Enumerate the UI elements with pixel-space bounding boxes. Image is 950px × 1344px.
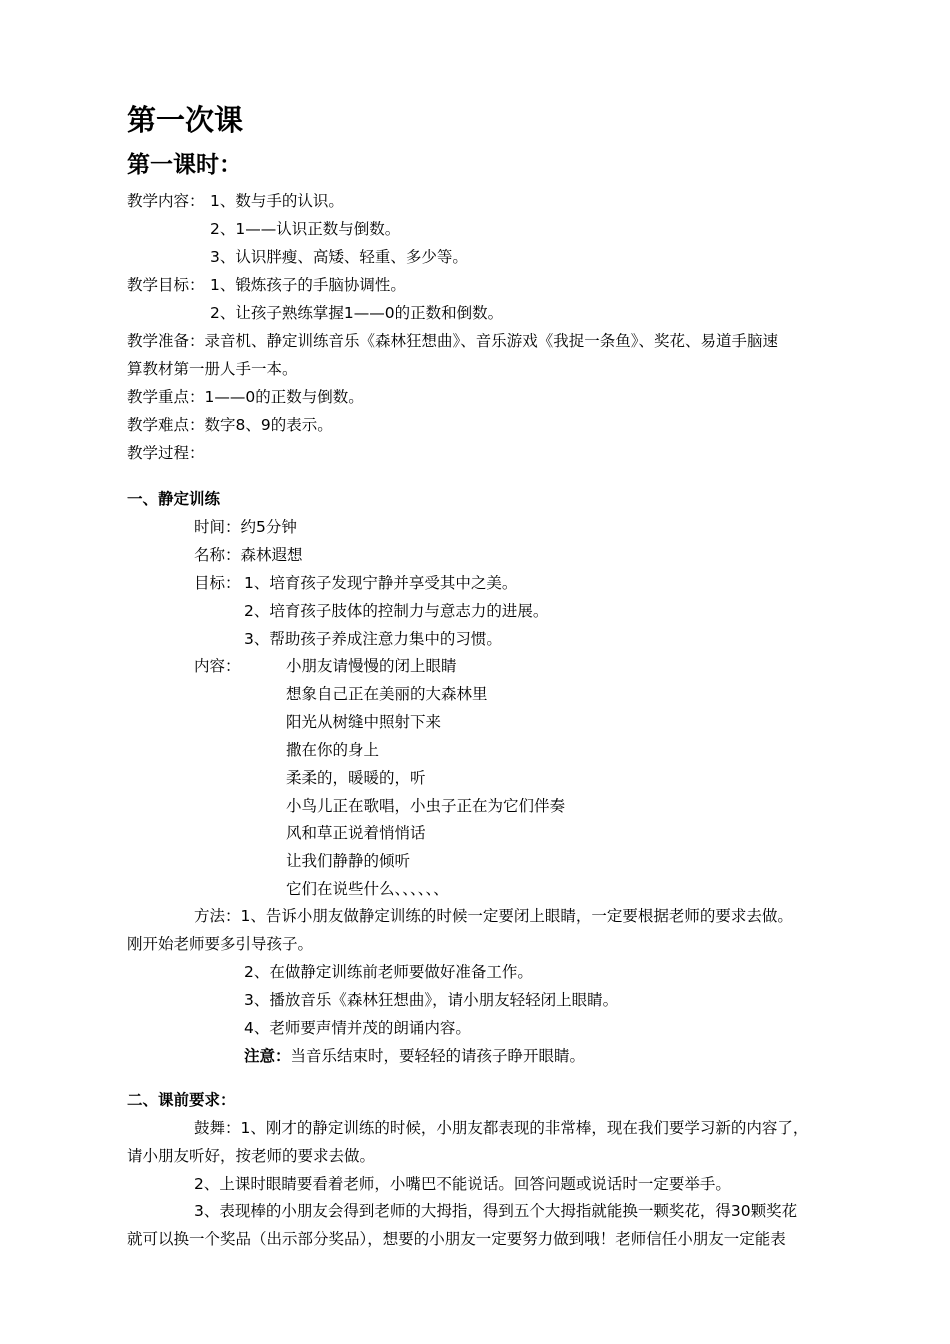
content-item: 2、1——认识正数与倒数。 bbox=[210, 220, 401, 238]
section-goal-item: 3、帮助孩子养成注意力集中的习惯。 bbox=[244, 630, 502, 648]
method-item: 2、在做静定训练前老师要做好准备工作。 bbox=[244, 963, 533, 981]
section-content-label: 内容： bbox=[194, 657, 241, 675]
lesson-subtitle: 第一课时： bbox=[127, 152, 242, 178]
prep-line: 教学准备：录音机、静定训练音乐《森林狂想曲》、音乐游戏《我捉一条鱼》、奖花、易道手脑速 bbox=[127, 332, 779, 350]
poem-line: 它们在说些什么、、、、、、 bbox=[286, 880, 449, 898]
goal-label: 教学目标： bbox=[127, 276, 205, 294]
time-line: 时间：约5分钟 bbox=[194, 518, 297, 536]
paragraph-line: 就可以换一个奖品（出示部分奖品），想要的小朋友一定要努力做到哦！老师信任小朋友一定能表 bbox=[127, 1230, 786, 1248]
poem-line: 让我们静静的倾听 bbox=[286, 852, 411, 870]
section-goal-item: 1、培育孩子发现宁静并享受其中之美。 bbox=[244, 574, 518, 592]
section-heading: 一、静定训练 bbox=[127, 490, 221, 508]
process-label: 教学过程： bbox=[127, 444, 205, 462]
paragraph-line: 鼓舞：1、刚才的静定训练的时候，小朋友都表现的非常棒，现在我们要学习新的内容了， bbox=[194, 1119, 809, 1137]
method-item: 4、老师要声情并茂的朗诵内容。 bbox=[244, 1019, 471, 1037]
section-goal-label: 目标： bbox=[194, 574, 241, 592]
goal-item: 2、让孩子熟练掌握1——0的正数和倒数。 bbox=[210, 304, 504, 322]
content-label: 教学内容： bbox=[127, 192, 205, 210]
method-line: 刚开始老师要多引导孩子。 bbox=[127, 935, 314, 953]
name-line: 名称：森林遐想 bbox=[194, 546, 303, 564]
poem-line: 小朋友请慢慢的闭上眼睛 bbox=[286, 657, 457, 675]
poem-line: 阳光从树缝中照射下来 bbox=[286, 713, 442, 731]
method-item: 3、播放音乐《森林狂想曲》，请小朋友轻轻闭上眼睛。 bbox=[244, 991, 619, 1009]
content-item: 1、数与手的认识。 bbox=[210, 192, 344, 210]
section-heading: 二、课前要求： bbox=[127, 1091, 236, 1109]
page-title: 第一次课 bbox=[127, 103, 244, 137]
paragraph-line: 2、上课时眼睛要看着老师，小嘴巴不能说话。回答问题或说话时一定要举手。 bbox=[194, 1175, 731, 1193]
content-item: 3、认识胖瘦、高矮、轻重、多少等。 bbox=[210, 248, 468, 266]
poem-line: 风和草正说着悄悄话 bbox=[286, 824, 426, 842]
difficulty-line: 教学难点：数字8、9的表示。 bbox=[127, 416, 333, 434]
poem-line: 撒在你的身上 bbox=[286, 741, 380, 759]
goal-item: 1、锻炼孩子的手脑协调性。 bbox=[210, 276, 406, 294]
paragraph-line: 请小朋友听好，按老师的要求去做。 bbox=[127, 1147, 376, 1165]
poem-line: 小鸟儿正在歌唱，小虫子正在为它们伴奏 bbox=[286, 797, 566, 815]
paragraph-line: 3、表现棒的小朋友会得到老师的大拇指，得到五个大拇指就能换一颗奖花，得30颗奖花 bbox=[194, 1202, 798, 1220]
note-text: 当音乐结束时，要轻轻的请孩子睁开眼睛。 bbox=[290, 1047, 586, 1065]
method-line: 方法：1、告诉小朋友做静定训练的时候一定要闭上眼睛，一定要根据老师的要求去做。 bbox=[194, 907, 793, 925]
prep-line: 算教材第一册人手一本。 bbox=[127, 360, 298, 378]
note-line bbox=[244, 1045, 585, 1067]
section-goal-item: 2、培育孩子肢体的控制力与意志力的进展。 bbox=[244, 602, 549, 620]
focus-line: 教学重点：1——0的正数与倒数。 bbox=[127, 388, 364, 406]
note-label: 注意： bbox=[244, 1047, 291, 1065]
poem-line: 想象自己正在美丽的大森林里 bbox=[286, 685, 488, 703]
poem-line: 柔柔的，暖暖的，听 bbox=[286, 769, 426, 787]
